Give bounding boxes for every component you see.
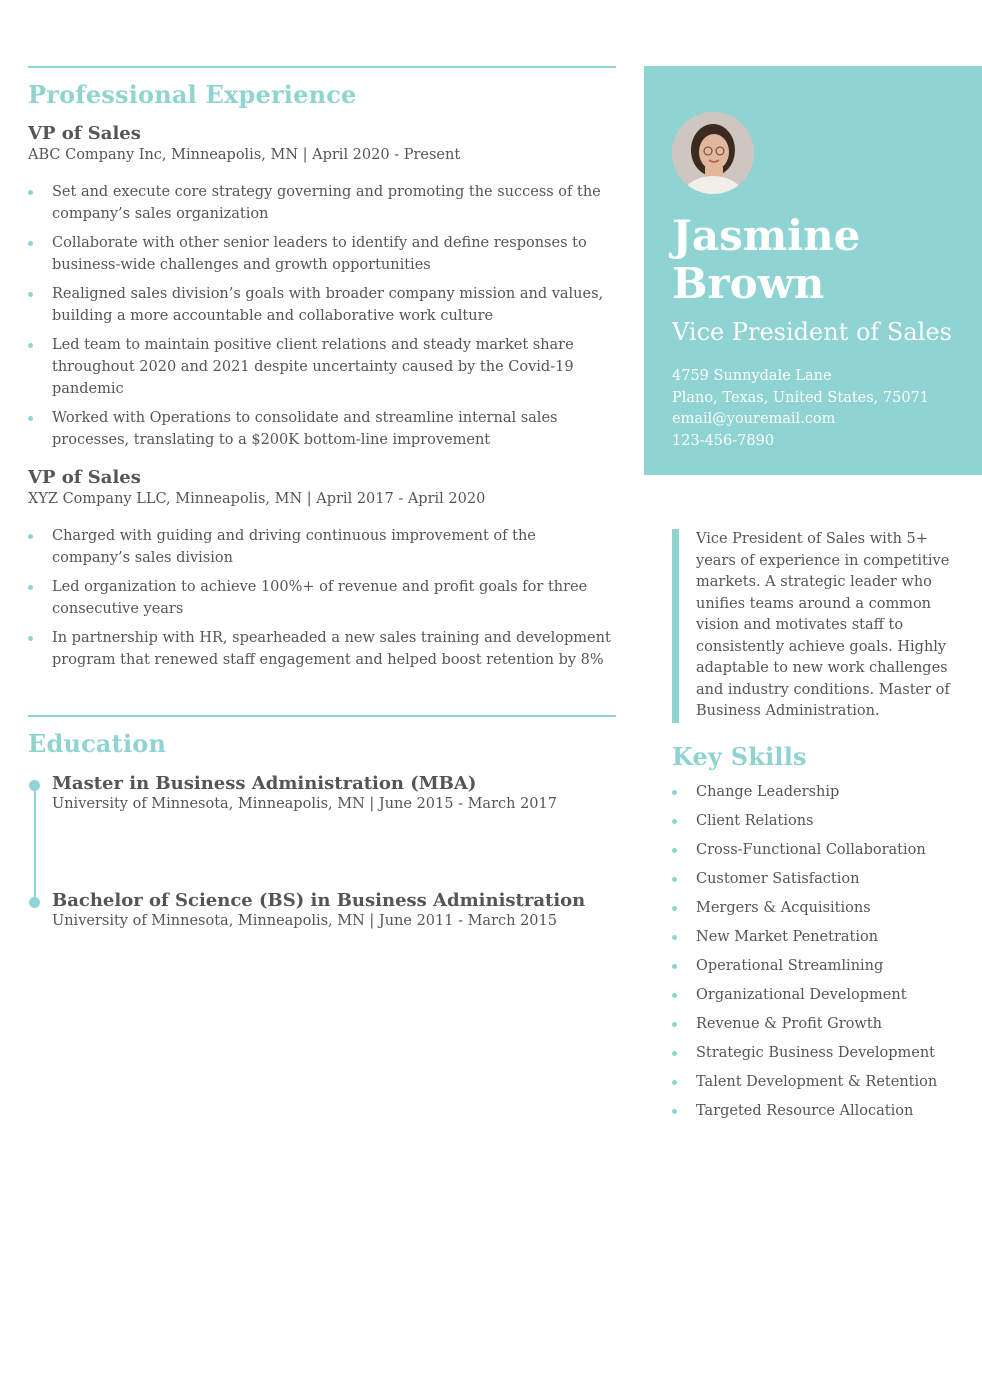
degree-title: Master in Business Administration (MBA) bbox=[52, 773, 477, 794]
experience-section-title: Professional Experience bbox=[28, 80, 357, 109]
candidate-role: Vice President of Sales bbox=[672, 318, 952, 346]
list-item: Change Leadership bbox=[672, 781, 972, 803]
degree-title: Bachelor of Science (BS) in Business Administration bbox=[52, 890, 586, 911]
education-item bbox=[28, 773, 640, 812]
degree-meta: University of Minnesota, Minneapolis, MN | June 2015 - March 2017 bbox=[52, 796, 557, 812]
address-line-1: 4759 Sunnydale Lane bbox=[672, 368, 832, 384]
job-entry bbox=[28, 123, 616, 458]
contact-info bbox=[672, 366, 929, 452]
bullet-dot-icon bbox=[28, 534, 33, 539]
job-meta: ABC Company Inc, Minneapolis, MN | April 2020 - Present bbox=[28, 147, 461, 163]
skills-list bbox=[672, 781, 972, 1129]
bullet-dot-icon bbox=[672, 1022, 677, 1027]
list-item: Led organization to achieve 100%+ of revenue and profit goals for three consecutive years bbox=[28, 576, 616, 620]
list-item: Strategic Business Development bbox=[672, 1042, 972, 1064]
avatar-photo bbox=[672, 112, 754, 194]
list-item: Organizational Development bbox=[672, 984, 972, 1006]
list-item: Cross-Functional Collaboration bbox=[672, 839, 972, 861]
last-name: Brown bbox=[672, 259, 825, 308]
skills-section-title: Key Skills bbox=[672, 742, 807, 771]
list-item: Talent Development & Retention bbox=[672, 1071, 972, 1093]
job-meta: XYZ Company LLC, Minneapolis, MN | April 2017 - April 2020 bbox=[28, 491, 486, 507]
list-item: Mergers & Acquisitions bbox=[672, 897, 972, 919]
bullet-dot-icon bbox=[672, 790, 677, 795]
bullet-dot-icon bbox=[672, 1080, 677, 1085]
job-bullets bbox=[28, 525, 616, 671]
list-item: Operational Streamlining bbox=[672, 955, 972, 977]
job-bullets bbox=[28, 181, 616, 451]
avatar bbox=[672, 112, 754, 194]
list-item: Realigned sales division’s goals with broader company mission and values, building a more accountable and collaborative work culture bbox=[28, 283, 616, 327]
bullet-dot-icon bbox=[672, 877, 677, 882]
timeline-dot-icon bbox=[29, 897, 40, 908]
bullet-dot-icon bbox=[672, 993, 677, 998]
timeline-dot-icon bbox=[29, 780, 40, 791]
bullet-dot-icon bbox=[28, 190, 33, 195]
list-item: Customer Satisfaction bbox=[672, 868, 972, 890]
divider bbox=[28, 66, 616, 68]
candidate-name bbox=[672, 212, 860, 308]
job-entry bbox=[28, 467, 616, 678]
bullet-dot-icon bbox=[28, 416, 33, 421]
education-section-title: Education bbox=[28, 729, 167, 758]
bullet-dot-icon bbox=[28, 292, 33, 297]
bullet-dot-icon bbox=[28, 585, 33, 590]
bullet-dot-icon bbox=[672, 1051, 677, 1056]
bullet-dot-icon bbox=[672, 906, 677, 911]
email[interactable]: email@youremail.com bbox=[672, 411, 836, 427]
summary-block: Vice President of Sales with 5+ years of experience in competitive markets. A strategic leader who unifies teams around a common vision and motivates staff to consistently achieve goals. Highly adaptable to new work challenges and industry conditions. Master of Business Administration. bbox=[672, 529, 962, 723]
phone[interactable]: 123-456-7890 bbox=[672, 432, 775, 449]
job-title: VP of Sales bbox=[28, 123, 141, 144]
list-item: Client Relations bbox=[672, 810, 972, 832]
list-item: Targeted Resource Allocation bbox=[672, 1100, 972, 1122]
degree-meta: University of Minnesota, Minneapolis, MN | June 2011 - March 2015 bbox=[52, 913, 557, 929]
list-item: Led team to maintain positive client relations and steady market share throughout 2020 and 2021 despite uncertainty caused by the Covid-19 pandemic bbox=[28, 334, 616, 400]
list-item: In partnership with HR, spearheaded a new sales training and development program that renewed staff engagement and helped boost retention by 8% bbox=[28, 627, 616, 671]
bullet-dot-icon bbox=[672, 964, 677, 969]
bullet-dot-icon bbox=[28, 343, 33, 348]
list-item: Collaborate with other senior leaders to identify and define responses to business-wide challenges and growth opportunities bbox=[28, 232, 616, 276]
bullet-dot-icon bbox=[28, 636, 33, 641]
bullet-dot-icon bbox=[672, 848, 677, 853]
address-line-2: Plano, Texas, United States, 75071 bbox=[672, 389, 930, 406]
education-item bbox=[28, 890, 640, 929]
first-name: Jasmine bbox=[672, 211, 861, 260]
bullet-dot-icon bbox=[672, 935, 677, 940]
list-item: Set and execute core strategy governing and promoting the success of the company’s sales organization bbox=[28, 181, 616, 225]
job-title: VP of Sales bbox=[28, 467, 141, 488]
list-item: Worked with Operations to consolidate and streamline internal sales processes, translating to a $200K bottom-line improvement bbox=[28, 407, 616, 451]
list-item: Revenue & Profit Growth bbox=[672, 1013, 972, 1035]
bullet-dot-icon bbox=[672, 1109, 677, 1114]
divider bbox=[28, 715, 616, 717]
list-item: New Market Penetration bbox=[672, 926, 972, 948]
bullet-dot-icon bbox=[672, 819, 677, 824]
profile-panel bbox=[644, 66, 982, 475]
list-item: Charged with guiding and driving continuous improvement of the company’s sales division bbox=[28, 525, 616, 569]
bullet-dot-icon bbox=[28, 241, 33, 246]
